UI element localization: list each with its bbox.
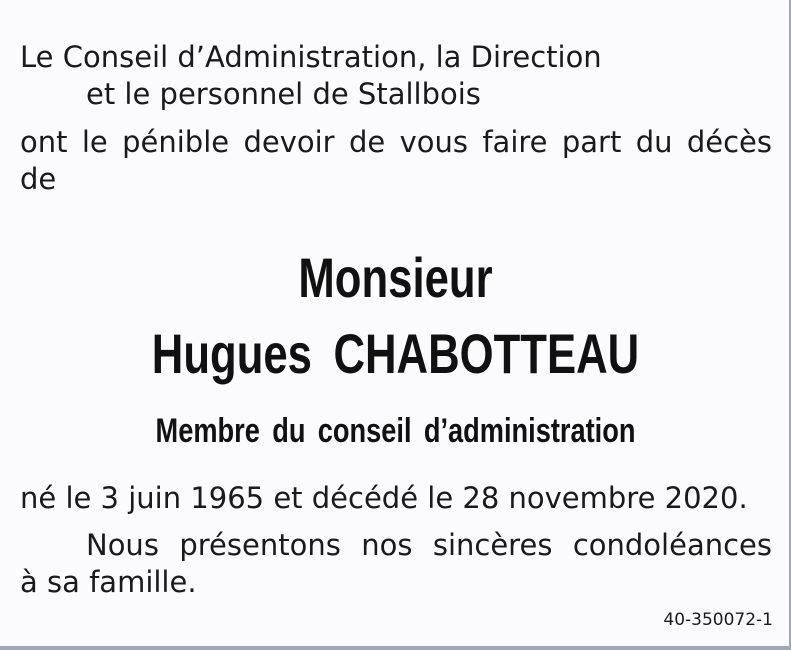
intro-line-announcement: ont le pénible devoir de vous faire part du décès [20, 125, 772, 159]
condolences-family-line: à sa famille. [20, 565, 197, 599]
intro-line-de: de [20, 162, 57, 196]
intro-line-organization: Le Conseil d’Administration, la Direction [20, 40, 602, 74]
condolences-line: Nous présentons nos sincères condoléances [86, 528, 772, 562]
dates-line: né le 3 juin 1965 et décédé le 28 novembre 2020. [20, 481, 748, 515]
deceased-title: Monsieur [298, 246, 493, 309]
intro-line-staff: et le personnel de Stallbois [86, 77, 481, 111]
reference-number: 40-350072-1 [663, 610, 773, 630]
deceased-role: Membre du conseil d’administration [155, 412, 636, 450]
deceased-name: Hugues CHABOTTEAU [151, 322, 640, 385]
